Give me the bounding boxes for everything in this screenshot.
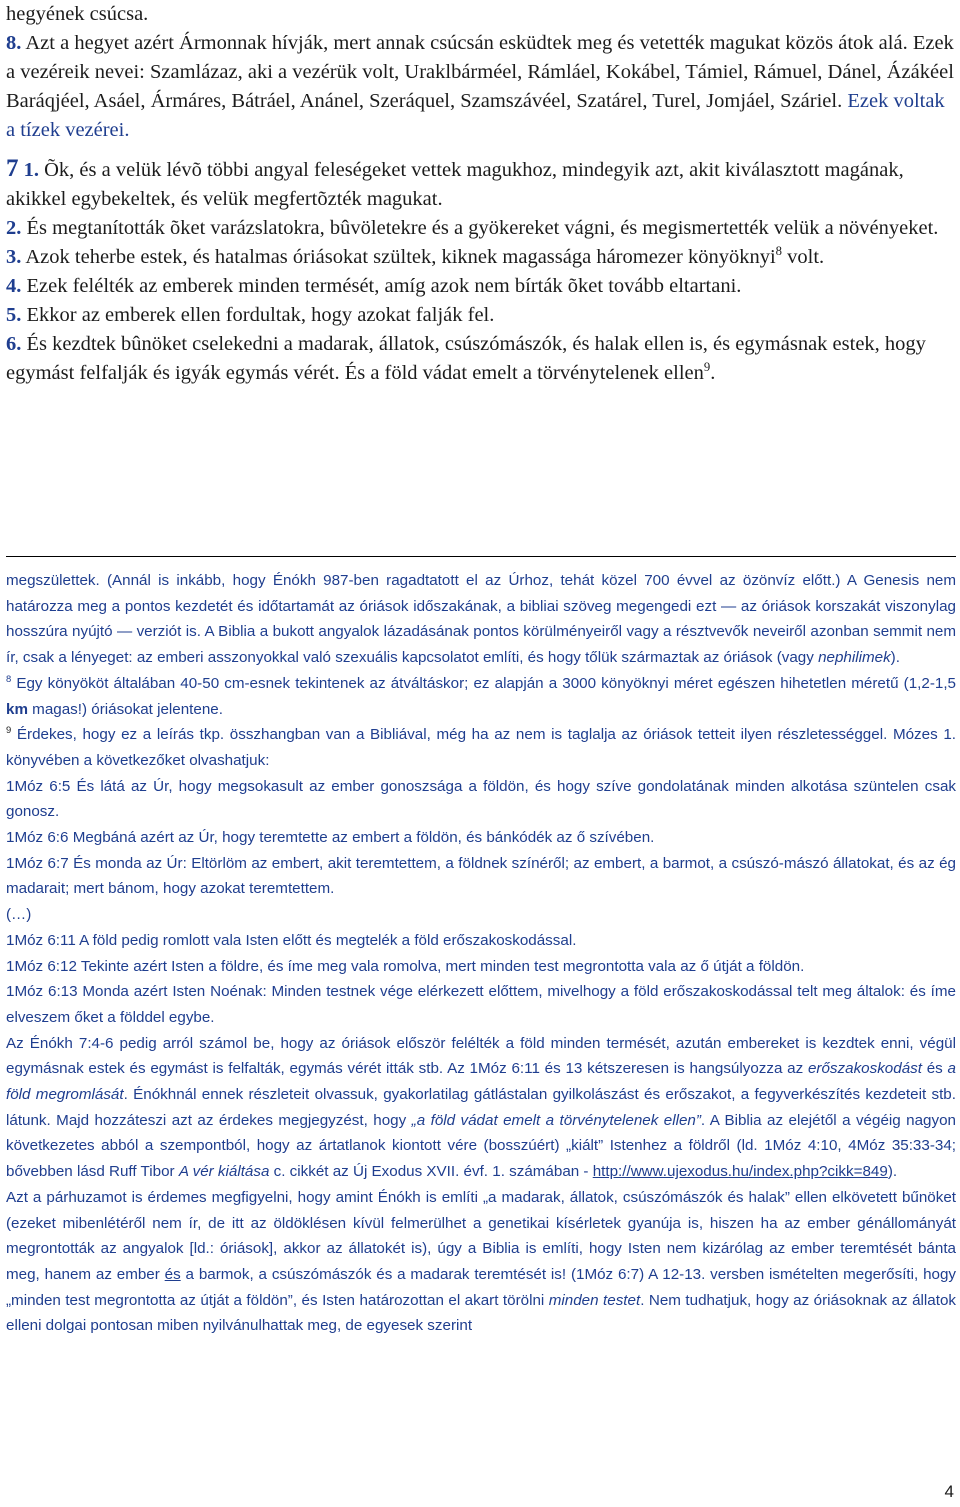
- footnote-text: . Nem tudhatjuk, hogy az óriásoknak az állatok elleni dolgai pontosan miben nyilvánulhattak meg, de egyesek szerint: [6, 1291, 957, 1335]
- verse-text: És kezdtek bûnöket cselekedni a madarak, állatok, csúszómászók, és halak ellen is, és egymásnak estek, hogy egymást felfalják és igyák egymás vérét. És a föld vádat emelt a törvénytelenek ellen: [6, 333, 926, 384]
- footnote-text: ).: [890, 649, 900, 667]
- verse-number: 6.: [6, 333, 22, 355]
- verse-text: Ekkor az emberek ellen fordultak, hogy azokat falják fel.: [26, 304, 495, 326]
- footnote-text: nephilimek: [818, 649, 891, 667]
- footnotes: [6, 568, 956, 1339]
- verse-text: Õk, és a velük lévõ többi angyal feleségeket vettek magukhoz, mindegyik azt, akit kiválasztott magának, akikkel egybekeltek, és velük megfertõzték magukat.: [6, 159, 904, 210]
- main-text: [6, 0, 954, 388]
- footnote-text: magas!) óriásokat jelentene.: [27, 700, 223, 718]
- verse-number: 3.: [6, 246, 22, 268]
- bible-quote: 1Móz 6:13 Monda azért Isten Noénak: Minden testnek vége elérkezett előttem, mivelhogy a föld erőszakoskodással telt meg általok: és íme elveszem őket a földdel egybe.: [6, 983, 956, 1026]
- footnote-text: erőszakoskodást: [807, 1060, 922, 1078]
- verse-text: Azt a hegyet azért Ármonnak hívják, mert annak csúcsán esküdtek meg és vetették magukat közös átok alá. Ezek a vezéreik nevei: Szamlázaz, aki a vezérük volt, Uraklbárméel, Rámláel, Kokábel, Támiel, Rámuel, Dánel, Ázákéel Baráqjéel, Asáel, Ármáres, Bátráel, Anánel, Szeráquel, Szamszávéel, Szatárel, Turel, Jomjáel, Száriel.: [6, 32, 954, 112]
- footnote-text: Érdekes, hogy ez a leírás tkp. összhangban van a Bibliával, még ha az nem is taglalja az óriások tetteit ilyen részletességgel. Mózes 1. könyvében a következőket olvashatjuk:: [6, 726, 956, 769]
- verse-text: .: [710, 362, 716, 384]
- footnote-marker: 9: [6, 724, 12, 736]
- footnote-9: [6, 722, 956, 773]
- footnote-text: minden testet: [548, 1291, 641, 1309]
- bible-quote: 1Móz 6:11 A föld pedig romlott vala Isten előtt és megtelék a föld erőszakoskodással.: [6, 931, 577, 949]
- footnote-8: [6, 671, 956, 722]
- footnote-text: c. cikkét az Új Exodus XVII. évf. 1. számában -: [269, 1163, 593, 1181]
- text-line: hegyének csúcsa.: [6, 3, 149, 25]
- paragraph-verse-7-1: [6, 154, 954, 214]
- bible-quote: 1Móz 6:6 Megbáná azért az Úr, hogy teremtette az embert a földön, és bánkódék az ő szívében.: [6, 829, 655, 847]
- footnote-text: a föld megromlását: [6, 1060, 956, 1104]
- verse-text: És megtanították õket varázslatokra, bûvöletekre és a gyökereket vágni, és megismertették velük a növényeket.: [26, 217, 939, 239]
- footnote-text: A vér kiáltása: [178, 1163, 270, 1181]
- footnote-text: és: [164, 1265, 181, 1283]
- footnote-text: és: [921, 1060, 948, 1078]
- bible-quote: 1Móz 6:5 És látá az Úr, hogy megsokasult az ember gonoszsága a földön, és hogy szíve gondolatának minden alkotása szüntelen csak gonosz.: [6, 777, 956, 821]
- verse-number: 5.: [6, 304, 22, 326]
- footnote-paragraph: [6, 1031, 956, 1185]
- footnote-text: ).: [887, 1163, 898, 1181]
- footnote-ref[interactable]: 8: [775, 244, 783, 259]
- footnote-text: . Énókhnál ennek részleteit olvassuk, gyakorlatilag gátlástalan gyilkolászást és erőszakot, a fegyverkészítés kezdeteit stb. látunk. Majd hozzáteszi azt az érdekes megjegyzést, hogy: [6, 1086, 956, 1129]
- footnote-continuation: [6, 568, 956, 671]
- paragraph-verse-6: [6, 330, 954, 388]
- footnote-separator: [6, 556, 956, 557]
- footnote-paragraph: [6, 1185, 956, 1339]
- footnote-marker: 8: [6, 672, 12, 684]
- footnote-text: a barmok, a csúszómászók és a madarak teremtését is! (1Móz 6:7) A 12-13. versben ismételten megerősíti, hogy „minden test megrontotta az útját a földön”, és Isten határozottan el akart törölni: [6, 1265, 957, 1309]
- ellipsis-line: (…): [6, 906, 32, 924]
- footnote-ref[interactable]: 9: [703, 360, 711, 375]
- bible-quote: 1Móz 6:7 És monda az Úr: Eltörlöm az embert, akit teremtettem, a földnek színéről; az embert, a barmot, a csúszó-mászó állatokat, és az ég madarait; mert bánom, hogy azokat teremtettem.: [6, 854, 956, 898]
- verse-text: Ezek voltak a tízek vezérei.: [6, 90, 945, 141]
- paragraph-verse-3: [6, 243, 954, 272]
- footnote-text: Egy könyököt általában 40-50 cm-esnek tekintenek az átváltáskor; ez alapján a 3000 könyöknyi méret egészen hihetetlen méretű (1,2-1,5: [11, 674, 956, 692]
- verse-text: volt.: [782, 246, 825, 268]
- verse-number: 1.: [23, 159, 39, 181]
- page-number: 4: [944, 1482, 954, 1501]
- footnote-text: megszülettek. (Annál is inkább, hogy Énókh 987-ben ragadtatott el az Úrhoz, tehát közel 700 évvel az özönvíz előtt.) A Genesis nem határozza meg a pontos kezdetét és időtartamát az óriások időszakának, a bibliai szöveg megengedi ezt — az óriások korszakát viszonylag hosszúra nyújtó — verziót is. A Biblia a bukott angyalok lázadásának pontos körülményeiről vagy a résztvevők neveiről azonban semmit nem ír, csak a lényeget: az emberi asszonyokkal való szexuális kapcsolatot említi, és hogy tőlük származtak az óriások (vagy: [6, 572, 956, 667]
- paragraph-verse-8: [6, 0, 954, 145]
- chapter-number: 7: [6, 155, 19, 182]
- verse-text: Azok teherbe estek, és hatalmas óriásokat szültek, kiknek magassága háromezer könyöknyi: [25, 246, 776, 268]
- ujexodus-link[interactable]: http://www.ujexodus.hu/index.php?cikk=849: [592, 1163, 888, 1181]
- footnote-text: . A Biblia az elejétől a végéig nagyon következetes abból a szempontból, hogy az ártatlanok kiontott vére (bosszúért) „kiált” Istenhez a földről (ld. 1Móz 4:10, 4Móz 35:33-34; bővebben lásd Ruff Tibor: [6, 1111, 956, 1181]
- verse-text: Ezek felélték az emberek minden termését, amíg azok nem bírták õket tovább eltartani.: [26, 275, 742, 297]
- verse-number: 4.: [6, 275, 22, 297]
- footnote-text: „a föld vádat emelt a törvénytelenek ellen”: [411, 1111, 701, 1129]
- footnote-text: Az Énókh 7:4-6 pedig arról számol be, hogy az óriások először felélték a föld minden termését, azután embereket is kezdtek enni, végül egymásnak estek és egymást is felfalták, egymás vérét itták stb. Az 1Móz 6:11 és 13 kétszeresen is hangsúlyozza az: [6, 1034, 956, 1078]
- footnote-text: km: [6, 700, 28, 718]
- footnote-text: Azt a párhuzamot is érdemes megfigyelni, hogy amint Énókh is említi „a madarak, állatok, csúszómászók és halak” ellen elkövetett bűnöket (ezeket mibenlétéről nem ír, de itt az öldöklésen kívül felmerülhet a genetikai kísérletek gyanúja is, hiszen ha az ember génállományát megrontották az angyalok [ld.: óriások], akkor az állatokét is), úgy a Biblia is említi, hogy Isten nem kizárólag az ember teremtését bánta meg, hanem az ember: [6, 1188, 956, 1283]
- verse-number: 2.: [6, 217, 22, 239]
- spacer: [6, 145, 954, 154]
- verse-number: 8.: [6, 32, 22, 54]
- paragraph-verse-5: [6, 301, 954, 330]
- paragraph-verse-4: [6, 272, 954, 301]
- paragraph-verse-2: [6, 214, 954, 243]
- bible-quote: 1Móz 6:12 Tekinte azért Isten a földre, és íme meg vala romolva, mert minden test megrontotta vala az ő útját a földön.: [6, 957, 805, 975]
